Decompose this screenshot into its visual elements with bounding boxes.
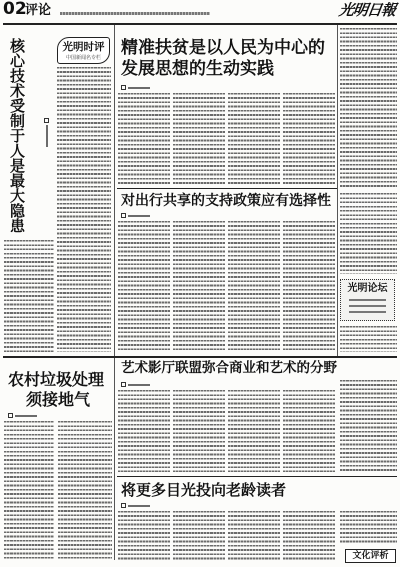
body-text-ride-sharing-col2: [173, 221, 225, 352]
body-text-poverty-col2: [173, 93, 225, 185]
byline-rural-waste: [8, 413, 37, 418]
column-badge-info-line: [349, 305, 386, 307]
article-divider: [117, 188, 337, 189]
body-text-ride-sharing-col3: [228, 221, 280, 352]
column-divider-right: [337, 25, 338, 356]
body-text-art-cinema-col3: [228, 390, 280, 472]
body-text-art-cinema-col4: [283, 390, 335, 472]
body-text-right-col-lower: [340, 326, 397, 352]
headline-poverty-alleviation-line1: 精准扶贫是以人民为中心的: [121, 38, 325, 58]
body-text-elderly-col3: [228, 511, 280, 560]
headline-ride-sharing: 对出行共享的支持政策应有选择性: [121, 193, 331, 209]
byline-marker: [121, 85, 126, 90]
byline-elderly-readers: [121, 503, 150, 508]
byline-marker: [44, 118, 49, 123]
headline-core-technology: 核心技术受制于人是最大隐患: [8, 38, 26, 233]
byline-marker: [121, 213, 126, 218]
column-badge-info-line: [349, 299, 386, 301]
column-badge-name: 光明论坛: [347, 283, 388, 294]
body-text-art-cinema-col2: [173, 390, 225, 472]
body-text-ride-sharing-col4: [283, 221, 335, 352]
headline-art-cinema: 艺术影厅联盟弥合商业和艺术的分野: [121, 360, 337, 376]
body-text-elderly-col4: [283, 511, 335, 560]
section-title: 评论: [25, 3, 52, 18]
byline-ride-sharing: [121, 213, 150, 218]
byline-name: [128, 384, 150, 386]
column-badge-info-line: [349, 311, 386, 313]
masthead-logo: 光明日報: [337, 1, 397, 19]
byline-marker: [121, 382, 126, 387]
headline-rural-waste-line1: 农村垃圾处理: [8, 370, 105, 389]
headline-rural-waste-line2: 须接地气: [26, 390, 91, 409]
body-text-rural-waste-col1: [4, 421, 54, 559]
page-half-divider: [3, 356, 397, 358]
body-text-elderly-col5: [340, 511, 397, 545]
page-number: 02: [3, 0, 27, 19]
body-text-art-cinema-col1: [118, 390, 170, 472]
body-text-art-cinema-col5: [340, 380, 397, 472]
column-badge-name: 光明时评: [62, 41, 105, 53]
byline-name: [128, 505, 150, 507]
body-text-right-col-upper: [340, 28, 397, 188]
body-text-rural-waste-col2: [58, 421, 112, 559]
byline-name: [46, 125, 48, 147]
body-text-ride-sharing-col1: [118, 221, 170, 352]
byline-core-technology: [44, 118, 49, 147]
column-badge-subtitle: 中国新闻名专栏: [65, 54, 101, 61]
column-badge-guangming-shiping: [57, 37, 110, 64]
body-text-core-technology-col1: [4, 240, 54, 352]
body-text-poverty-col3: [228, 93, 280, 185]
column-badge-guangming-luntan: [340, 279, 395, 321]
byline-marker: [8, 413, 13, 418]
byline-name: [15, 415, 37, 417]
byline-name: [128, 87, 150, 89]
body-text-elderly-col1: [118, 511, 170, 560]
body-text-poverty-col1: [118, 93, 170, 185]
body-text-right-col-middle: [340, 193, 397, 274]
byline-poverty-alleviation: [121, 85, 150, 90]
header-meta-line: [60, 12, 210, 15]
article-divider: [117, 476, 397, 477]
body-text-poverty-col4: [283, 93, 335, 185]
byline-name: [128, 215, 150, 217]
headline-elderly-readers: 将更多目光投向老龄读者: [121, 481, 287, 499]
body-text-core-technology-col2: [57, 67, 111, 352]
column-divider-left: [114, 25, 115, 560]
byline-art-cinema: [121, 382, 150, 387]
headline-poverty-alleviation-line2: 发展思想的生动实践: [121, 59, 274, 79]
column-badge-culture-review: 文化评析: [345, 549, 396, 563]
body-text-elderly-col2: [173, 511, 225, 560]
byline-marker: [121, 503, 126, 508]
